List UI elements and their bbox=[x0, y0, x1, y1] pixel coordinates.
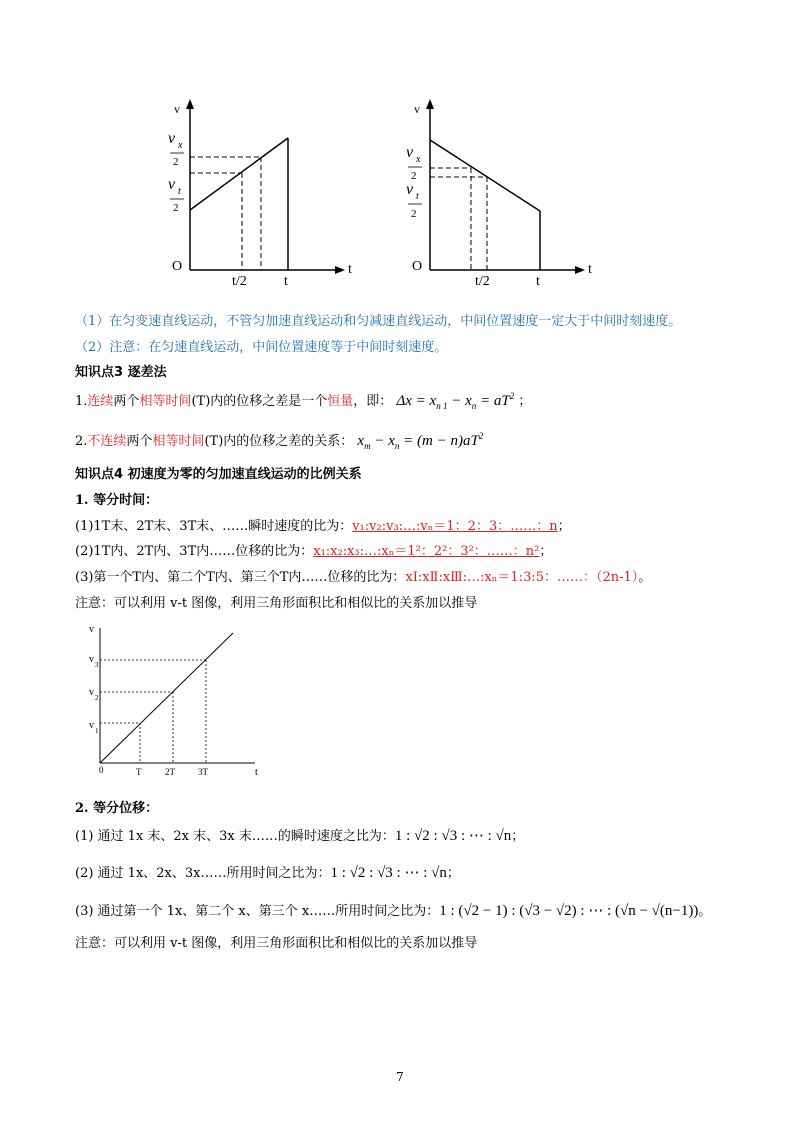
vx-den: 2 bbox=[173, 156, 179, 168]
formula bbox=[357, 433, 483, 449]
origin-label: 0 bbox=[99, 765, 104, 775]
text: ； bbox=[539, 544, 553, 559]
t-axis-label: t bbox=[588, 262, 592, 277]
kp4-s2-title: 2. 等分位移： bbox=[75, 801, 159, 816]
text: 。 bbox=[698, 904, 712, 919]
vt-sub: t bbox=[178, 186, 181, 197]
v3-label: v bbox=[89, 654, 94, 665]
text: (3)第一个T内、第二个T内、第三个T内……位移的比为： bbox=[75, 570, 406, 585]
text: 。 bbox=[638, 570, 652, 585]
kp4-s1-note: 注意：可以利用 v-t 图像，利用三角形面积比和相似比的关系加以推导 bbox=[75, 596, 478, 611]
sup: 2 bbox=[478, 431, 484, 441]
text: 两个 bbox=[113, 394, 140, 409]
vx-label: v bbox=[168, 130, 176, 147]
text: ； bbox=[446, 866, 460, 881]
text-red: 恒量 bbox=[327, 394, 354, 409]
text: ； bbox=[518, 394, 532, 409]
vt-den: 2 bbox=[411, 208, 417, 220]
text-red: 不连续 bbox=[87, 434, 127, 449]
t-half-label: t/2 bbox=[232, 274, 247, 289]
f: x bbox=[357, 433, 365, 449]
sup: 2 bbox=[509, 391, 515, 401]
kp4-s1-l1 bbox=[75, 515, 571, 534]
text: (2)1T内、2T内、3T内……位移的比为： bbox=[75, 544, 314, 559]
v-axis-label: v bbox=[89, 624, 94, 635]
sub: n bbox=[471, 401, 477, 411]
f: − x bbox=[370, 433, 395, 449]
formula: 1 : √2 : √3 : ⋯ : √n bbox=[330, 865, 447, 881]
v1-label: v bbox=[89, 720, 94, 731]
text-red: 相等时间 bbox=[139, 394, 192, 409]
note-2: （2）注意：在匀速直线运动，中间位置速度等于中间时刻速度。 bbox=[75, 340, 448, 355]
vx-sub: x bbox=[416, 154, 421, 165]
text: (2) 通过 1x、2x、3x……所用时间之比为： bbox=[75, 866, 331, 881]
text: 两个 bbox=[126, 434, 153, 449]
text: ； bbox=[557, 519, 571, 534]
text: 1. bbox=[75, 394, 88, 409]
text: ，即： bbox=[353, 394, 393, 409]
kp4-s2-l1 bbox=[75, 825, 524, 845]
sub: n bbox=[394, 441, 400, 451]
kp4-s2-l3 bbox=[75, 900, 711, 920]
origin-label: O bbox=[172, 259, 183, 274]
text: ； bbox=[511, 829, 525, 844]
kp3-line1 bbox=[75, 390, 531, 411]
text: (1)1T末、2T末、3T末、……瞬时速度的比为： bbox=[75, 519, 353, 534]
text-red: 相等时间 bbox=[152, 434, 205, 449]
t-half-label: t/2 bbox=[475, 274, 490, 289]
text-red: v₁:v₂:v₃:…:vₙ＝1：2：3：……：n bbox=[352, 519, 558, 534]
v1-sub: 1 bbox=[95, 727, 99, 735]
text: (1) 通过 1x 末、2x 末、3x 末……的瞬时速度之比为： bbox=[75, 829, 395, 844]
kp4-s1-title: 1. 等分时间： bbox=[75, 493, 159, 508]
f: − x bbox=[447, 393, 472, 409]
kp3-line2 bbox=[75, 430, 483, 451]
kp4-s1-l2 bbox=[75, 540, 552, 559]
v-axis-label: v bbox=[414, 102, 420, 116]
text-red: 连续 bbox=[87, 394, 114, 409]
formula: 1 : √2 : √3 : ⋯ : √n bbox=[394, 828, 512, 844]
text: (3) 通过第一个 1x、第二个 x、第三个 x……所用时间之比为： bbox=[75, 904, 440, 919]
vx-sub: x bbox=[178, 140, 183, 151]
text-red: xⅠ:xⅡ:xⅢ:…:xₙ＝1:3:5：……：（2n-1） bbox=[405, 570, 639, 585]
text: (T)内的位移之差的关系： bbox=[204, 434, 354, 449]
2T-label: 2T bbox=[165, 767, 175, 777]
t-axis-label: t bbox=[255, 767, 258, 778]
t-axis-label: t bbox=[348, 262, 352, 277]
kp4-s2-note: 注意：可以利用 v-t 图像，利用三角形面积比和相似比的关系加以推导 bbox=[75, 936, 478, 951]
v-axis-label: v bbox=[174, 102, 180, 116]
vt-label: v bbox=[168, 176, 176, 193]
t-label: t bbox=[284, 274, 288, 289]
origin-label: O bbox=[412, 259, 423, 274]
vt-label: v bbox=[406, 181, 414, 198]
vt-graph-accelerating bbox=[160, 95, 370, 290]
vt-den: 2 bbox=[173, 202, 179, 214]
vx-label: v bbox=[406, 144, 414, 161]
vt-graph-ratio bbox=[85, 618, 275, 783]
page-number: 7 bbox=[396, 1070, 404, 1084]
sub: n 1 bbox=[436, 401, 448, 411]
text: 2. bbox=[75, 434, 88, 449]
text: (T)内的位移之差是一个 bbox=[191, 394, 328, 409]
kp4-s1-l3 bbox=[75, 566, 651, 585]
t-label: t bbox=[536, 274, 540, 289]
T-label: T bbox=[136, 767, 142, 777]
kp3-title: 知识点3 逐差法 bbox=[75, 365, 167, 380]
note-1: （1）在匀变速直线运动，不管匀加速直线运动和匀减速直线运动，中间位置速度一定大于中间时刻速度。 bbox=[75, 314, 682, 329]
kp4-title: 知识点4 初速度为零的匀加速直线运动的比例关系 bbox=[75, 467, 362, 482]
formula bbox=[396, 393, 514, 409]
text-red: x₁:x₂:x₃:…:xₙ＝1²：2²：3²：……：n² bbox=[313, 544, 540, 559]
vt-graph-decelerating bbox=[400, 95, 610, 290]
kp4-s2-l2 bbox=[75, 862, 460, 882]
vt-sub: t bbox=[416, 191, 419, 202]
v2-label: v bbox=[89, 687, 94, 698]
f: = aT bbox=[476, 393, 510, 409]
v3-sub: 3 bbox=[95, 661, 99, 669]
vx-den: 2 bbox=[411, 170, 417, 182]
sub: m bbox=[364, 441, 371, 451]
formula: 1 : (√2 − 1) : (√3 − √2) : ⋯ : (√n − √(n−1)) bbox=[439, 903, 699, 919]
f: Δx = x bbox=[396, 393, 437, 409]
3T-label: 3T bbox=[198, 767, 208, 777]
f: = (m − n)aT bbox=[399, 433, 479, 449]
v2-sub: 2 bbox=[95, 694, 99, 702]
